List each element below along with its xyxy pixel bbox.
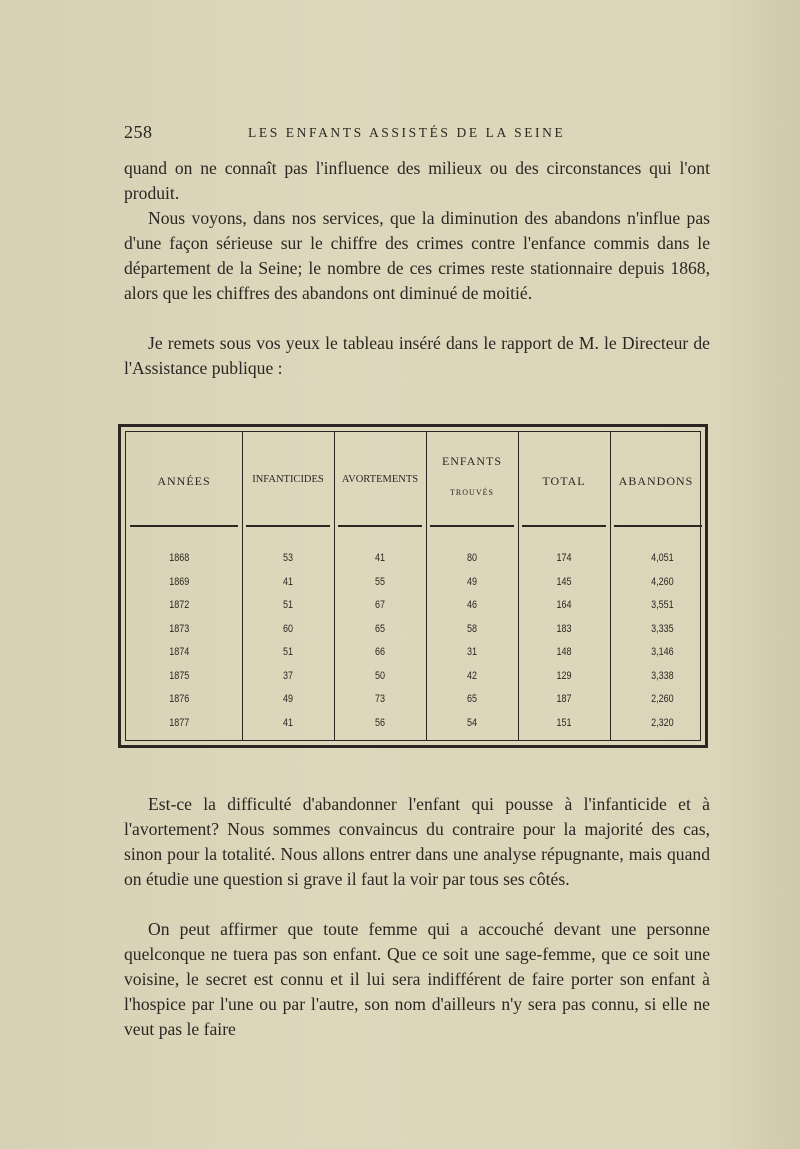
cell-abandons: 3,335 (651, 622, 674, 635)
header-abandons: ABANDONS (618, 474, 694, 488)
cell-total: 148 (556, 646, 572, 658)
cell-avortements: 56 (374, 716, 386, 729)
page-header (124, 122, 708, 146)
header-rule (522, 525, 606, 527)
header-rule (246, 525, 330, 527)
header-avortements: AVORTEMENTS (341, 474, 419, 485)
cell-abandons: 4,051 (651, 552, 674, 564)
cell-avortements: 41 (374, 552, 386, 564)
cell-abandons: 4,260 (651, 575, 674, 588)
cell-enfants-trouves: 80 (466, 552, 478, 564)
cell-enfants-trouves: 58 (466, 622, 478, 635)
paragraph-affirmer: On peut affirmer que toute femme qui a accouché devant une personne quelconque ne tuera pas son enfant. Que ce soit une sage-femme, que ce soit une voisine, le secret est connu et il lui sera indifférent de faire porter son enfant à l'hospice par l'une ou par l'autre, son nom d'ailleurs n'y sera pas connu, si elle ne veut pas le faire (124, 919, 710, 1039)
statistics-table (118, 424, 708, 748)
cell-total: 183 (556, 622, 572, 635)
running-title: LES ENFANTS ASSISTÉS DE LA SEINE (248, 125, 566, 140)
cell-annee: 1874 (169, 646, 190, 658)
cell-enfants-trouves: 65 (466, 693, 478, 705)
cell-abandons: 3,551 (651, 599, 674, 611)
cell-annee: 1877 (169, 716, 190, 729)
paragraph-difficulte: Est-ce la difficulté d'abandonner l'enfant qui pousse à l'infanticide et à l'avortement? Nous sommes convaincus du contraire pour la majorité des cas, sinon pour la totalité. Nous allons entrer dans une analyse répugnante, mais quand on étudie une question si grave il faut la voir par tous ses côtés. (124, 794, 710, 889)
cell-total: 145 (556, 575, 572, 588)
cell-enfants-trouves: 42 (466, 669, 478, 682)
cell-abandons: 2,260 (651, 693, 674, 705)
cell-total: 164 (556, 599, 572, 611)
cell-avortements: 65 (374, 622, 386, 635)
header-trouves: TROUVÉS (450, 488, 494, 497)
cell-annee: 1872 (169, 599, 190, 611)
paragraph-tableau: Je remets sous vos yeux le tableau inséré dans le rapport de M. le Directeur de l'Assistance publique : (124, 333, 710, 378)
cell-avortements: 67 (374, 599, 386, 611)
cell-total: 174 (556, 552, 572, 564)
header-rule (430, 525, 514, 527)
cell-infanticides: 51 (282, 599, 294, 611)
cell-infanticides: 53 (282, 552, 294, 564)
cell-annee: 1875 (169, 669, 190, 682)
header-rule (338, 525, 422, 527)
cell-infanticides: 60 (282, 622, 294, 635)
cell-annee: 1869 (169, 575, 190, 588)
header-rule (130, 525, 238, 527)
page-number: 258 (124, 122, 153, 142)
cell-enfants-trouves: 49 (466, 575, 478, 588)
header-annees: ANNÉES (157, 474, 211, 488)
cell-abandons: 3,146 (651, 646, 674, 658)
cell-enfants-trouves: 46 (466, 599, 478, 611)
cell-enfants-trouves: 31 (466, 646, 478, 658)
cell-abandons: 3,338 (651, 669, 674, 682)
header-enfants: ENFANTS (441, 454, 503, 468)
paragraph-diminution: Nous voyons, dans nos services, que la diminution des abandons n'influe pas d'une façon sérieuse sur le chiffre des crimes contre l'enfance commis dans le département de la Seine; le nombre de ces crimes reste stationnaire depuis 1868, alors que les chiffres des abandons ont diminué de moitié. (124, 208, 710, 303)
column-divider (426, 432, 427, 740)
table-inner-border (125, 431, 701, 741)
cell-infanticides: 37 (282, 669, 294, 682)
cell-infanticides: 41 (282, 575, 294, 588)
cell-avortements: 55 (374, 575, 386, 588)
cell-infanticides: 41 (282, 716, 294, 729)
cell-avortements: 50 (374, 669, 386, 682)
cell-avortements: 66 (374, 646, 386, 658)
cell-infanticides: 49 (282, 693, 294, 705)
header-total: TOTAL (542, 474, 586, 488)
paragraph-continuation: quand on ne connaît pas l'influence des milieux ou des circonstances qui l'ont produit. (124, 158, 710, 203)
cell-total: 129 (556, 669, 572, 682)
header-infanticides: INFANTICIDES (252, 474, 324, 485)
cell-annee: 1868 (169, 552, 190, 564)
cell-annee: 1873 (169, 622, 190, 635)
cell-avortements: 73 (374, 693, 386, 705)
cell-infanticides: 51 (282, 646, 294, 658)
cell-enfants-trouves: 54 (466, 716, 478, 729)
cell-total: 187 (556, 693, 572, 705)
cell-annee: 1876 (169, 693, 190, 705)
cell-abandons: 2,320 (651, 716, 674, 729)
cell-total: 151 (556, 716, 572, 729)
header-rule (614, 525, 702, 527)
